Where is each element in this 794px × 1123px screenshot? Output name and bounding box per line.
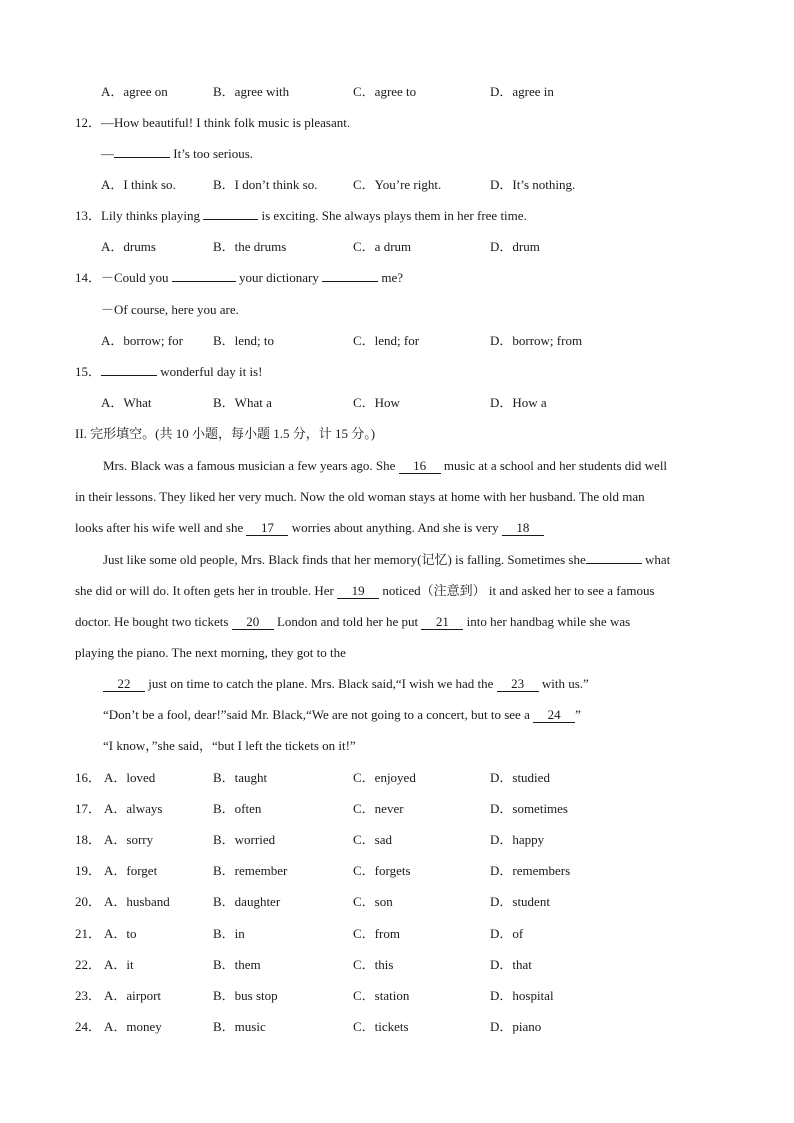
section-heading: II. 完形填空。(共 10 小题，每小题 1.5 分，计 15 分。) xyxy=(75,426,376,441)
blank-18[interactable]: 18 xyxy=(502,521,544,536)
cloze-option-c: C．from xyxy=(353,926,400,941)
blank-22[interactable]: 22 xyxy=(103,677,145,692)
cloze-option-d: D．that xyxy=(490,957,532,972)
cloze-option-row xyxy=(0,770,794,786)
q13-option-b: B．the drums xyxy=(213,239,287,254)
cloze-option-row xyxy=(0,832,794,848)
q13-options xyxy=(0,239,794,255)
passage-line xyxy=(103,552,670,568)
q15-option-c: C．How xyxy=(353,395,400,410)
q12-reply-text: It’s too serious. xyxy=(170,146,254,161)
q12-option-a: A．I think so. xyxy=(101,177,176,192)
q14-stem xyxy=(75,270,403,286)
passage-text: what xyxy=(641,552,671,567)
cloze-option-b: B．taught xyxy=(213,770,268,785)
cloze-option-row xyxy=(0,1019,794,1035)
q14-options xyxy=(0,333,794,349)
q14-stem-before: 14．－Could you xyxy=(75,270,172,285)
cloze-option-c: C．son xyxy=(353,894,393,909)
q15-stem-after: wonderful day it is! xyxy=(157,364,263,379)
q14-stem-after: me? xyxy=(378,270,403,285)
q14-reply: －Of course, here you are. xyxy=(101,302,239,317)
cloze-option-d: D．of xyxy=(490,926,524,941)
q13-option-d: D．drum xyxy=(490,239,540,254)
q15-options xyxy=(0,395,794,411)
cloze-option-a: A．to xyxy=(104,926,137,941)
cloze-option-b: B．them xyxy=(213,957,261,972)
answer-blank[interactable] xyxy=(101,375,157,376)
cloze-option-c: C．this xyxy=(353,957,394,972)
passage-text: Just like some old people, Mrs. Black finds that her memory(记忆) is falling. Sometimes she xyxy=(103,552,586,567)
q11-option-c: C．agree to xyxy=(353,84,417,99)
passage-text: looks after his wife well and she xyxy=(75,520,247,535)
cloze-option-c: C．never xyxy=(353,801,404,816)
blank-21[interactable]: 21 xyxy=(421,615,463,630)
q13-stem-after: is exciting. She always plays them in her free time. xyxy=(258,208,527,223)
question-number: 22． xyxy=(75,957,102,972)
answer-blank[interactable] xyxy=(172,281,236,282)
passage-line: in their lessons. They liked her very much. Now the old woman stays at home with her husband. The old man xyxy=(75,489,645,504)
q12-reply xyxy=(101,146,253,162)
blank-24[interactable]: 24 xyxy=(533,708,575,723)
passage-text: into her handbag while she was xyxy=(463,614,631,629)
q11-options xyxy=(0,84,794,100)
q14-stem-middle: your dictionary xyxy=(235,270,323,285)
cloze-option-d: D．student xyxy=(490,894,550,909)
cloze-option-a: A．airport xyxy=(104,988,162,1003)
cloze-option-d: D．hospital xyxy=(490,988,554,1003)
cloze-option-a: A．sorry xyxy=(104,832,154,847)
q12-option-d: D．It’s nothing. xyxy=(490,177,576,192)
cloze-option-a: A．forget xyxy=(104,863,158,878)
cloze-option-c: C．forgets xyxy=(353,863,411,878)
passage-text: music at a school and her students did well xyxy=(440,458,668,473)
cloze-option-d: D．studied xyxy=(490,770,550,785)
q14-option-c: C．lend; for xyxy=(353,333,420,348)
cloze-option-d: D．remembers xyxy=(490,863,571,878)
cloze-option-b: B．worried xyxy=(213,832,276,847)
cloze-option-c: C．tickets xyxy=(353,1019,409,1034)
passage-line xyxy=(103,676,589,692)
question-number: 21． xyxy=(75,926,102,941)
q13-option-c: C．a drum xyxy=(353,239,412,254)
q15-option-b: B．What a xyxy=(213,395,272,410)
question-number: 19． xyxy=(75,863,102,878)
passage-text: doctor. He bought two tickets xyxy=(75,614,232,629)
q12-option-c: C．You’re right. xyxy=(353,177,442,192)
cloze-option-c: C．enjoyed xyxy=(353,770,416,785)
q14-option-b: B．lend; to xyxy=(213,333,275,348)
q12-stem: 12．—How beautiful! I think folk music is pleasant. xyxy=(75,115,351,130)
cloze-option-d: D．piano xyxy=(490,1019,542,1034)
passage-text: “Don’t be a fool, dear!”said Mr. Black,“We are not going to a concert, but to see a xyxy=(103,707,534,722)
cloze-option-a: A．always xyxy=(104,801,163,816)
question-number: 17． xyxy=(75,801,102,816)
cloze-option-row xyxy=(0,801,794,817)
cloze-option-a: A．loved xyxy=(104,770,156,785)
q11-option-d: D．agree in xyxy=(490,84,554,99)
blank-20[interactable]: 20 xyxy=(232,615,274,630)
q11-option-a: A．agree on xyxy=(101,84,168,99)
question-number: 23． xyxy=(75,988,102,1003)
q11-option-b: B．agree with xyxy=(213,84,290,99)
cloze-option-b: B．often xyxy=(213,801,262,816)
cloze-option-row xyxy=(0,863,794,879)
cloze-option-d: D．happy xyxy=(490,832,545,847)
q15-stem xyxy=(75,364,262,380)
q15-option-a: A．What xyxy=(101,395,152,410)
passage-line xyxy=(103,458,667,474)
passage-text: worries about anything. And she is very xyxy=(288,520,502,535)
cloze-option-a: A．husband xyxy=(104,894,170,909)
answer-blank[interactable] xyxy=(203,219,258,220)
cloze-option-b: B．music xyxy=(213,1019,266,1034)
cloze-option-row xyxy=(0,926,794,942)
passage-text: noticed（注意到） it and asked her to see a famous xyxy=(379,583,655,598)
q12-option-b: B．I don’t think so. xyxy=(213,177,318,192)
passage-line xyxy=(75,583,655,599)
q15-option-d: D．How a xyxy=(490,395,547,410)
cloze-option-b: B．bus stop xyxy=(213,988,278,1003)
passage-line: playing the piano. The next morning, they got to the xyxy=(75,645,346,660)
q13-stem-before: 13．Lily thinks playing xyxy=(75,208,204,223)
cloze-option-b: B．in xyxy=(213,926,245,941)
cloze-option-a: A．it xyxy=(104,957,134,972)
answer-blank[interactable] xyxy=(322,281,378,282)
cloze-option-b: B．remember xyxy=(213,863,288,878)
passage-text: she did or will do. It often gets her in trouble. Her xyxy=(75,583,338,598)
passage-text: London and told her he put xyxy=(273,614,422,629)
answer-blank[interactable] xyxy=(114,157,170,158)
passage-line xyxy=(75,520,544,536)
cloze-option-row xyxy=(0,894,794,910)
question-number: 20． xyxy=(75,894,102,909)
passage-text: with us.” xyxy=(538,676,589,691)
q12-reply-dash: — xyxy=(101,146,114,161)
question-number: 18． xyxy=(75,832,102,847)
passage-text: Mrs. Black was a famous musician a few years ago. She xyxy=(103,458,399,473)
cloze-option-c: C．station xyxy=(353,988,410,1003)
q14-option-d: D．borrow; from xyxy=(490,333,583,348)
cloze-option-row xyxy=(0,957,794,973)
question-number: 24． xyxy=(75,1019,102,1034)
q15-stem-before: 15． xyxy=(75,364,102,379)
blank-16[interactable]: 16 xyxy=(399,459,441,474)
q14-option-a: A．borrow; for xyxy=(101,333,183,348)
cloze-option-c: C．sad xyxy=(353,832,393,847)
question-number: 16． xyxy=(75,770,102,785)
q13-option-a: A．drums xyxy=(101,239,156,254)
cloze-option-d: D．sometimes xyxy=(490,801,568,816)
answer-blank[interactable] xyxy=(586,563,642,564)
cloze-option-row xyxy=(0,988,794,1004)
blank-23[interactable]: 23 xyxy=(497,677,539,692)
passage-line: “I know，”she said，“but I left the tickets on it!” xyxy=(103,738,356,753)
q12-options xyxy=(0,177,794,193)
passage-text: ” xyxy=(575,707,581,722)
passage-text: just on time to catch the plane. Mrs. Black said,“I wish we had the xyxy=(145,676,497,691)
passage-line xyxy=(75,614,630,630)
cloze-option-b: B．daughter xyxy=(213,894,281,909)
blank-19[interactable]: 19 xyxy=(337,584,379,599)
cloze-option-a: A．money xyxy=(104,1019,162,1034)
blank-17[interactable]: 17 xyxy=(246,521,288,536)
q13-stem xyxy=(75,208,527,224)
passage-line xyxy=(103,707,581,723)
